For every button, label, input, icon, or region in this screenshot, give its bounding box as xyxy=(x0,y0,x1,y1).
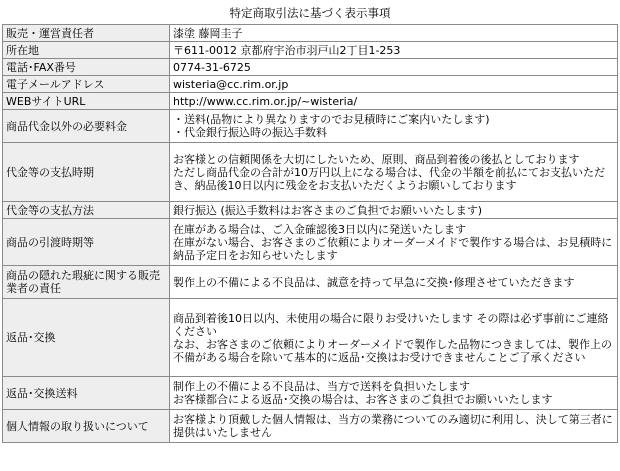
row-label: 返品･交換 xyxy=(3,299,170,377)
row-value-line: ・代金銀行振込時の振込手数料 xyxy=(173,126,327,139)
row-value-line: ・送料(品物により異なりますのでお見積時にご案内いたします) xyxy=(173,113,490,126)
row-value xyxy=(170,42,618,59)
table-row xyxy=(3,202,618,219)
row-value xyxy=(170,377,618,410)
table-row xyxy=(3,59,618,76)
row-value xyxy=(170,110,618,143)
row-value xyxy=(170,202,618,219)
row-label: 商品の隠れた瑕疵に関する販売業者の責任 xyxy=(3,266,170,299)
row-value xyxy=(170,410,618,443)
row-value xyxy=(170,76,618,93)
row-value xyxy=(170,25,618,42)
table-row xyxy=(3,377,618,410)
row-value xyxy=(170,299,618,377)
row-value-line: お客様都合による返品･交換の場合は、お客さまのご負担でお願いいたします xyxy=(173,393,553,406)
row-value xyxy=(170,93,618,110)
row-value-line: お客様より頂戴した個人情報は、当方の業務についてのみ適切に利用し、決して第三者に提供はいたしません xyxy=(173,413,613,439)
row-label: WEBサイトURL xyxy=(3,93,170,110)
row-value-line: 制作上の不備による不良品は、当方で送料を負担いたします xyxy=(173,380,470,393)
table-row xyxy=(3,110,618,143)
row-label: 電話･FAX番号 xyxy=(3,59,170,76)
table-row xyxy=(3,76,618,93)
table-row xyxy=(3,266,618,299)
row-value-line: 在庫がない場合、お客さまのご依頼によりオーダーメイドで製作する場合は、お見積時に納品予定日をお知らせいたします xyxy=(173,235,613,262)
row-label: 返品･交換送料 xyxy=(3,377,170,410)
table-row xyxy=(3,42,618,59)
row-value-line: http://www.cc.rim.or.jp/~wisteria/ xyxy=(173,94,358,108)
row-value-line: wisteria@cc.rim.or.jp xyxy=(173,77,289,91)
row-value-line: なお、お客さまのご依頼によりオーダーメイドで製作した品物につきましては、製作上の不備がある場合を除いて基本的に返品･交換はお受けできませんことご了承ください xyxy=(173,337,613,364)
row-label: 商品の引渡時期等 xyxy=(3,219,170,266)
row-label: 販売・運営責任者 xyxy=(3,25,170,42)
table-row xyxy=(3,410,618,443)
row-label: 商品代金以外の必要料金 xyxy=(3,110,170,143)
row-value-line: 銀行振込 (振込手数料はお客さまのご負担でお願いいたします) xyxy=(173,203,483,217)
row-value xyxy=(170,266,618,299)
row-value xyxy=(170,219,618,266)
row-value-line: ただし商品代金の合計が10万円以上になる場合は、代金の半額を前払にてお支払いただき、納品後10日以内に残金をお支払いただくようお願いしております xyxy=(173,165,605,192)
row-value-line: 〒611-0012 京都府宇治市羽戸山2丁目1-253 xyxy=(173,43,401,57)
row-value-line: 漆塗 藤岡圭子 xyxy=(173,26,243,40)
table-row xyxy=(3,25,618,42)
row-label: 代金等の支払時期 xyxy=(3,143,170,202)
row-label: 所在地 xyxy=(3,42,170,59)
table-row xyxy=(3,219,618,266)
row-value-line: 在庫がある場合は、ご入金確認後3日以内に発送いたします xyxy=(173,222,466,236)
row-value-line: 製作上の不備による不良品は、誠意を持って早急に交換･修理させていただきます xyxy=(173,275,575,289)
disclosure-table xyxy=(2,24,618,443)
row-value-line: 0774-31-6725 xyxy=(173,60,251,74)
row-label: 電子メールアドレス xyxy=(3,76,170,93)
row-value-line: 商品到着後10日以内、未使用の場合に限りお受けいたします その際は必ず事前にご連絡ください xyxy=(173,311,609,338)
row-label: 個人情報の取り扱いについて xyxy=(3,410,170,443)
table-row xyxy=(3,143,618,202)
row-value xyxy=(170,143,618,202)
table-row xyxy=(3,299,618,377)
row-label: 代金等の支払方法 xyxy=(3,202,170,219)
table-row xyxy=(3,93,618,110)
row-value-line: お客様との信頼関係を大切にしたいため、原則、商品到着後の後払としております xyxy=(173,152,580,166)
table-title: 特定商取引法に基づく表示事項 xyxy=(229,6,391,20)
row-value xyxy=(170,59,618,76)
